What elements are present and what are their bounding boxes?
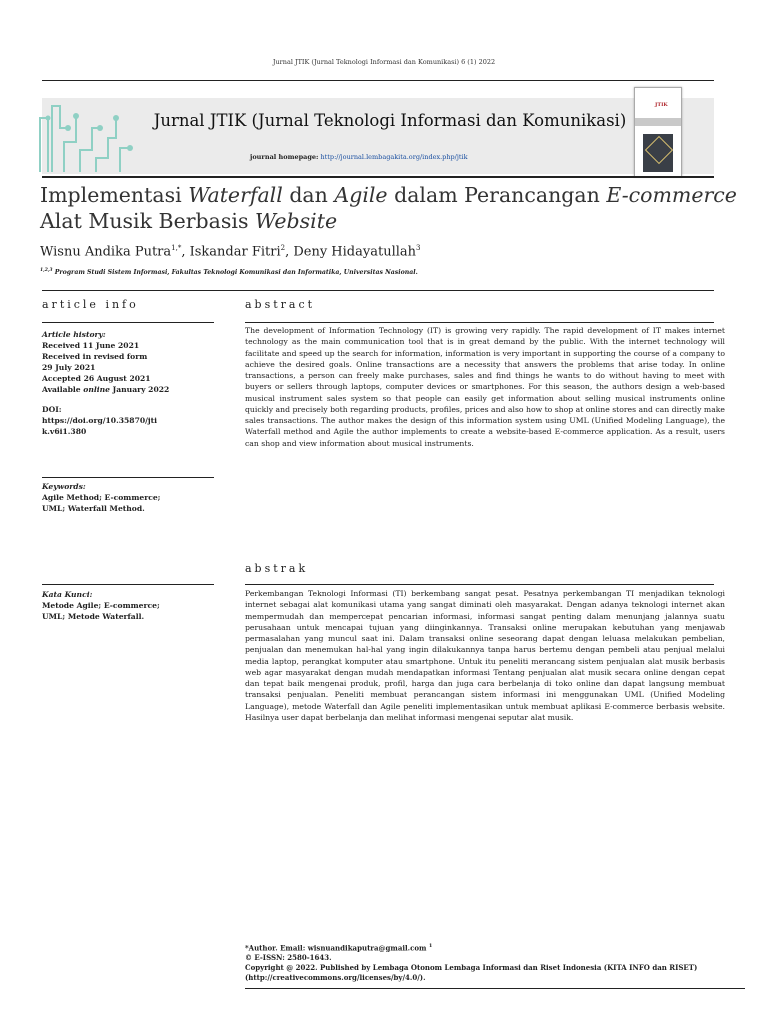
kata-kunci-label: Kata Kunci: xyxy=(42,590,93,599)
article-history-label: Article history: xyxy=(42,330,106,339)
authors-rule xyxy=(42,290,714,291)
license-link[interactable]: (http://creativecommons.org/licenses/by/4.0/). xyxy=(245,973,426,983)
history-rule xyxy=(42,477,214,478)
homepage-link[interactable]: http://journal.lembagakita.org/index.php/jtik xyxy=(320,153,468,161)
journal-cover-image xyxy=(634,87,682,177)
journal-logo-icon xyxy=(36,98,136,174)
cover-label: JTIK xyxy=(655,102,668,108)
journal-title: Jurnal JTIK (Jurnal Teknologi Informasi dan Komunikasi) xyxy=(153,111,627,130)
doi-label: DOI: xyxy=(42,405,62,414)
article-info-heading: article info xyxy=(42,298,139,311)
abstrak-rule xyxy=(245,584,714,585)
keywords-block: Keywords: Agile Method; E-commerce; UML; Waterfall Method. xyxy=(42,481,214,514)
footer-rule xyxy=(245,988,745,989)
author-list: Wisnu Andika Putra$^{1,*}$, Iskandar Fitri$^2$, Deny Hidayatullah$^3$ xyxy=(40,244,421,260)
abstrak-heading: abstrak xyxy=(245,562,309,575)
abstract-text: The development of Information Technology (IT) is growing very rapidly. The rapid development of IT makes internet technology as the main communication tool that is in great demand by the public. With the internet technology will facilitate and speed up the search for information, information is very important in supporting the course of a company to achieve the desired goals. Online transactions are a necessity that answers the problems that arise today. In online transactions, a person can freely make purchases, sales and find things he wants to do without having to meet with buyers or sellers through laptops, computer devices or smartphones. For this season, the authors design a web-based musical instrument sales system so that people can easily get information about selling musical instruments online quickly and precisely both regarding products, profiles, prices and also how to shop at online stores and can directly make sales transactions. The author makes the design of this information system using UML (Unified Modeling Language), the Waterfall method and Agile the author implements to create a website-based E-commerce application. As a result, users can shop and view information about musical instruments. xyxy=(245,326,725,448)
eissn: © E-ISSN: 2580-1643. xyxy=(245,953,332,963)
keywords-label: Keywords: xyxy=(42,482,86,491)
top-rule xyxy=(42,80,714,81)
article-history: Article history: Received 11 June 2021 Received in revised form 29 July 2021 Accepted 26 August 2021 Available online January 2022 DOI: https://doi.org/10.35870/jti k.v6i1.380 xyxy=(42,329,214,437)
header-bottom-rule xyxy=(42,176,714,178)
journal-banner xyxy=(42,98,714,174)
running-header: Jurnal JTIK (Jurnal Teknologi Informasi dan Komunikasi) 6 (1) 2022 xyxy=(272,58,496,66)
paper-title: Implementasi Waterfall dan Agile dalam Perancangan E-commerce Alat Musik Berbasis Website xyxy=(40,183,737,233)
abstrak-text: Perkembangan Teknologi Informasi (TI) berkembang sangat pesat. Pesatnya perkembangan TI menjadikan teknologi internet sebagai alat komunikasi utama yang sangat diminati oleh masyarakat. Dengan adanya teknologi internet akan mempermudah dan mempercepat pencarian informasi, informasi sangat penting dalam menunjang jalannya suatu perusahaan untuk mencapai tujuan yang diinginkannya. Transaksi online merupakan kebutuhan yang menjawab permasalahan yang muncul saat ini. Dalam transaksi online seseorang dapat dengan leluasa melakukan pembelian, penjualan dan menemukan hal-hal yang ingin dilakukannya tanpa harus bertemu dengan pembeli atau penjual melalui media laptop, perangkat komputer atau smartphone. Untuk itu peneliti merancang sistem penjualan alat musik berbasis web agar masyarakat dengan mudah mendapatkan informasi Tentang penjualan alat musik secara online dengan cepat dan tepat baik mengenai produk, profil, harga dan juga cara berbelanja di toko online dan dapat langsung membuat transaksi penjualan. Peneliti membuat perancangan sistem informasi ini menggunakan UML (Unified Modeling Language), metode Waterfall dan Agile peneliti implementasikan untuk membuat aplikasi E-commerce berbasis website. Hasilnya user dapat berbelanja dan melihat informasi mengenai seputar alat musik. xyxy=(245,589,725,722)
doi-link[interactable]: https://doi.org/10.35870/jti k.v6i1.380 xyxy=(42,416,158,436)
kata-kunci-block: Kata Kunci: Metode Agile; E-commerce; UML; Metode Waterfall. xyxy=(42,589,214,622)
abstract-heading: abstract xyxy=(245,298,316,311)
journal-homepage xyxy=(250,153,468,161)
article-info-rule xyxy=(42,322,214,323)
author-name: Deny Hidayatullah xyxy=(293,244,417,260)
copyright: Copyright @ 2022. Published by Lembaga Otonom Lembaga Informasi dan Riset Indonesia (KITA INFO dan RISET) xyxy=(245,963,698,973)
affiliation: $^{1,2,3}$ Program Studi Sistem Informasi, Fakultas Teknologi Komunikasi dan Informatika, Universitas Nasional. xyxy=(40,268,418,277)
author-email: *Author. Email: wisnuandikaputra@gmail.com xyxy=(245,943,427,953)
abstract-rule xyxy=(245,322,714,323)
kata-kunci-rule xyxy=(42,584,214,585)
homepage-label: journal homepage: xyxy=(250,153,319,161)
author-name: Wisnu Andika Putra xyxy=(40,244,172,260)
author-name: Iskandar Fitri xyxy=(189,244,281,260)
footer-notes: *Author. Email: wisnuandikaputra@gmail.com $^1$ © E-ISSN: 2580-1643. Copyright @ 2022. Published by Lembaga Otonom Lembaga Informasi dan Riset Indonesia (KITA INFO dan RISET) (http://creativecommons.org/licenses/by/4.0/). xyxy=(245,941,755,983)
